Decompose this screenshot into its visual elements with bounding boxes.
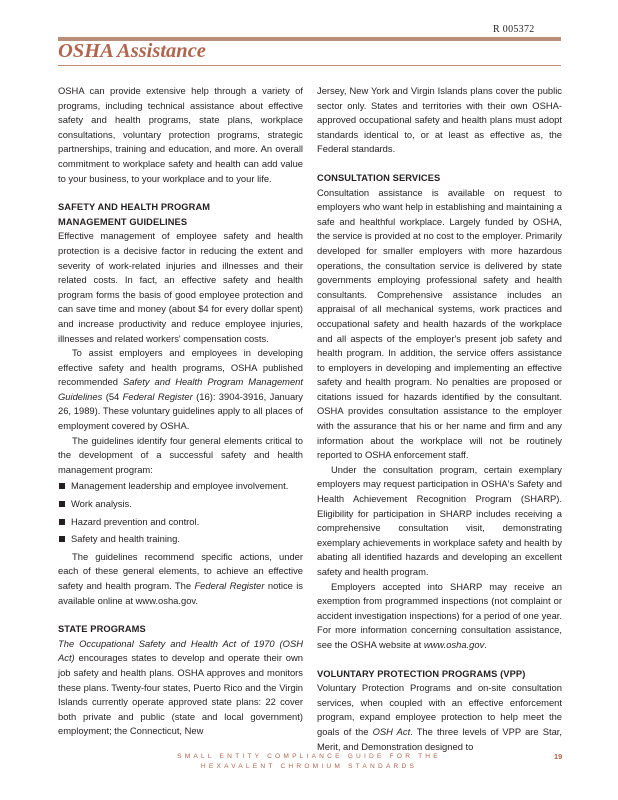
- state-heading: STATE PROGRAMS: [58, 624, 146, 635]
- safety-paragraph-1: Effective management of employee safety and health protection is a decisive factor in reducing the extent and severity of work-related injuries and illnesses and their related costs. In fact, an effective safety and health program forms the basis of good employee protection and can save time and money (about $4 for every dollar spent) and increase productivity and reduce employee injuries, illnesses and related workers' compensation costs.: [58, 230, 303, 344]
- federal-register-ref: Federal Register: [122, 390, 193, 402]
- list-item: Work analysis.: [58, 497, 303, 512]
- state-paragraph: [58, 637, 303, 739]
- osha-website-link[interactable]: www.osha.gov: [423, 638, 485, 650]
- osh-act-ref: OSH Act: [372, 725, 411, 737]
- document-number: R 005372: [493, 24, 535, 35]
- list-item: Hazard prevention and control.: [58, 515, 303, 530]
- osh-act-title: The Occupational Safety and Health Act of 1970 (OSH Act): [58, 637, 303, 664]
- vpp-paragraph: [317, 681, 562, 754]
- footer-line2: HEXAVALENT CHROMIUM STANDARDS: [200, 763, 418, 770]
- safety-paragraph-3: The guidelines identify four general elements critical to the development of a successful safety and health management program:: [58, 434, 303, 475]
- safety-p2-text-b: (54: [102, 390, 123, 402]
- consultation-paragraph-2: Under the consultation program, certain exemplary employers may request participation in OSHA's Safety and Health Achievement Recognition Program (SHARP). Eligibility for participation in SHARP includes receiving a comprehensive consultation visit, demonstrating exemplary achievements in workplace safety and health by abating all identified hazards and developing an excellent safety and health program.: [317, 463, 562, 577]
- list-item: Management leadership and employee involvement.: [58, 479, 303, 494]
- intro-paragraph: OSHA can provide extensive help through a variety of programs, including technical assistance about effective safety and health programs, state plans, workplace consultations, voluntary protection programs, strategic partnerships, training and education, and more. An overall commitment to workplace safety and health can add value to your business, to your workplace and to your life.: [58, 85, 303, 184]
- consult-p3-text-a: Employers accepted into SHARP may receive an exemption from programmed inspections (not complaint or accident investigation inspections) for a period of one year. For more information concerning consultation assistance, see the OSHA website at: [317, 580, 562, 650]
- header-rule-thin: [58, 65, 561, 66]
- safety-p2-text-c: (16): 3904-3916, January 26, 1989). These voluntary guidelines apply to all places of employment covered by OSHA.: [58, 390, 303, 432]
- safety-heading-line2: MANAGEMENT GUIDELINES: [58, 216, 188, 227]
- safety-paragraph-4: [58, 550, 303, 608]
- safety-p2-text-a: To assist employers and employees in developing effective safety and health programs, OSHA published recommended: [58, 347, 303, 388]
- consultation-heading: CONSULTATION SERVICES: [317, 172, 441, 183]
- vpp-p1-text-b: . The three levels of VPP are Star, Merit, and Demonstration designed to: [317, 725, 562, 752]
- federal-register-ref: Federal Register: [194, 580, 265, 591]
- right-column: [317, 84, 562, 754]
- footer: [0, 752, 618, 772]
- page-number: 19: [554, 752, 563, 761]
- state-continued-paragraph: Jersey, New York and Virgin Islands plans cover the public sector only. States and territories with their own OSHA-approved occupational safety and health plans must adopt standards identical to, or at least as effective as, the Federal standards.: [317, 85, 562, 155]
- elements-list: [58, 479, 303, 546]
- consult-p3-text-b: .: [484, 638, 487, 650]
- state-p1-text: encourages states to develop and operate their own job safety and health plans. OSHA approves and monitors these plans. Twenty-four states, Puerto Rico and the Virgin Islands currently operate approved state plans: 22 cover both private and public (state and local government) employment; the Connecticut, New: [58, 652, 303, 737]
- vpp-p1-text-a: Voluntary Protection Programs and on-site consultation services, when coupled with an effective enforcement program, expand employee protection to help meet the goals of the: [317, 682, 562, 737]
- consultation-paragraph-1: Consultation assistance is available on request to employers who want help in establishing and maintaining a safe and healthful workplace. Largely funded by OSHA, the service is provided at no cost to the employer. Primarily developed for smaller employers with more hazardous operations, the consultation service is delivered by state governments employing professional safety and health consultants. Comprehensive assistance includes an appraisal of all mechanical systems, work practices and occupational safety and health hazards of the workplace and all aspects of the employer's present job safety and health program. In addition, the service offers assistance to employers in developing and implementing an effective safety and health program. No penalties are proposed or citations issued for hazards identified by the consultant. OSHA provides consultation assistance to the employer with the assurance that his or her name and firm and any information about the workplace will not be routinely reported to OSHA enforcement staff.: [317, 186, 562, 461]
- consultation-paragraph-3: [317, 580, 562, 653]
- safety-p4-text-b: notice is available online at www.osha.gov.: [58, 580, 303, 606]
- footer-line1: SMALL ENTITY COMPLIANCE GUIDE FOR THE: [177, 753, 441, 760]
- left-column: [58, 84, 303, 739]
- safety-p4-text-a: The guidelines recommend specific actions, under each of these general elements, to achieve an effective safety and health program. The: [58, 550, 303, 591]
- list-item: Safety and health training.: [58, 532, 303, 547]
- safety-heading-line1: SAFETY AND HEALTH PROGRAM: [58, 202, 211, 213]
- guidelines-title: Safety and Health Program Management Guidelines: [58, 376, 303, 402]
- page-title: OSHA Assistance: [58, 40, 206, 62]
- vpp-heading: VOLUNTARY PROTECTION PROGRAMS (VPP): [317, 668, 526, 679]
- safety-paragraph-2: [58, 346, 303, 434]
